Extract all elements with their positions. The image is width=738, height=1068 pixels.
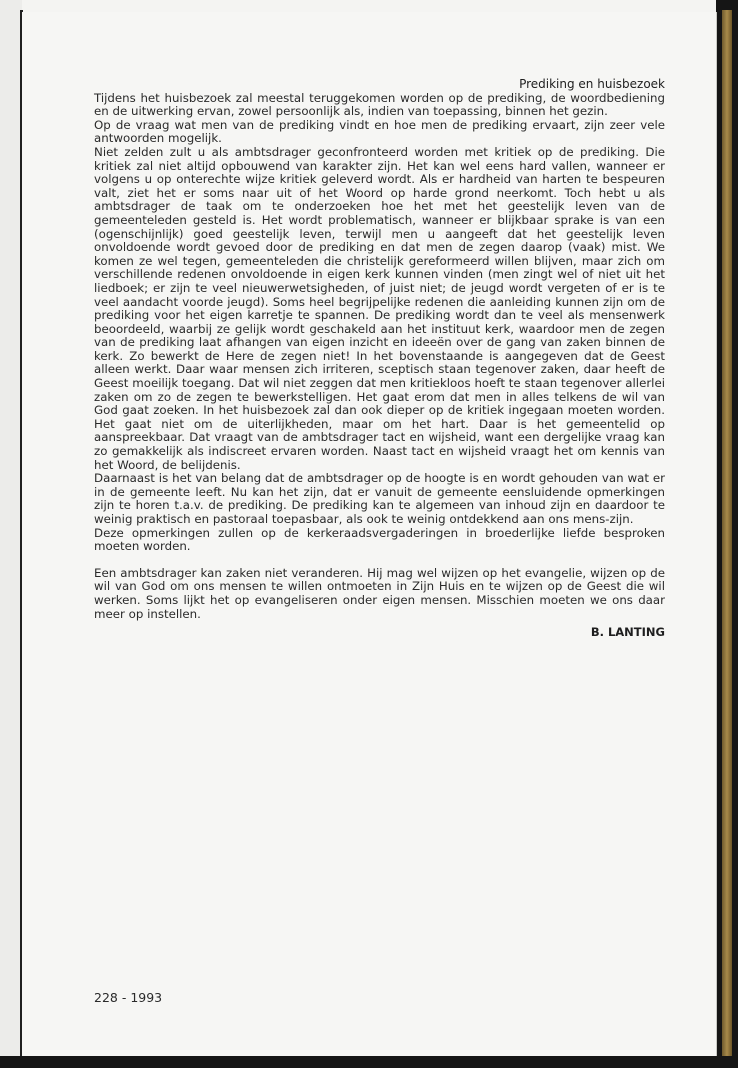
paragraph-awareness: Daarnaast is het van belang dat de ambtsdrager op de hoogte is en wordt gehouden van wat er in de gemeente leeft. Nu kan het zijn, dat er vanuit de gemeente eensluidende opmerkingen zijn te horen t.a.v. de prediking. De prediking kan te algemeen van inhoud zijn en daardoor te weinig praktisch en pastoraal toepasbaar, als ook te weinig ontdekkend aan ons mens-zijn. xyxy=(94,471,665,526)
article-body xyxy=(94,78,665,640)
paragraph-spacer xyxy=(94,554,665,567)
paragraph-question: Op de vraag wat men van de prediking vindt en hoe men de prediking ervaart, zijn zeer vele antwoorden mogelijk. xyxy=(94,117,665,146)
author-signature: B. LANTING xyxy=(590,625,665,640)
scan-bottom-edge xyxy=(0,1056,738,1068)
paragraph-conclusion: Een ambtsdrager kan zaken niet veranderen. Hij mag wel wijzen op het evangelie, wijzen op de wil van God om ons mensen te willen ontmoeten in Zijn Huis en te wijzen op de Geest die wil werken. Soms lijkt het op evangeliseren onder eigen mensen. Misschien moeten we ons daar meer op instellen. xyxy=(94,565,665,621)
article-heading: Prediking en huisbezoek xyxy=(519,77,665,91)
paragraph-council: Deze opmerkingen zullen op de kerkeraadsvergaderingen in broederlijke liefde besproken moeten worden. xyxy=(94,525,665,554)
scan-left-edge xyxy=(0,0,22,1068)
scan-top-edge xyxy=(0,0,738,12)
page-number: 228 - 1993 xyxy=(94,990,163,1005)
paragraph-criticism: Niet zelden zult u als ambtsdrager geconfronteerd worden met kritiek op de prediking. Die kritiek zal niet altijd opbouwend van karakter zijn. Het kan wel eens hard vallen, wanneer er volgens u op onterechte wijze kritiek geleverd wordt. Als er hardheid van harten te bespeuren valt, ziet het er soms naar uit of het Woord op harde grond neerkomt. Toch hebt u als ambtsdrager de taak om te onderzoeken hoe het met het geestelijk leven van de gemeenteleden gesteld is. Het wordt problematisch, wanneer er blijkbaar sprake is van een (ogenschijnlijk) goed geestelijk leven, terwijl men u aangeeft dat het geestelijk leven onvoldoende wordt gevoed door de prediking en dat men de zegen daarop (vaak) mist. We komen ze wel tegen, gemeenteleden die christelijk gereformeerd willen blijven, maar zich om verschillende redenen onvoldoende in eigen kerk kunnen vinden (men zingt wel of niet uit het liedboek; er zijn te veel nieuwerwetsigheden, of juist niet; de jeugd wordt vergeten of er is te veel aandacht voorde jeugd). Soms heel begrijpelijke redenen die aanleiding kunnen zijn om de prediking voor het eigen karretje te spannen. De prediking wordt dan te veel als mensenwerk beoordeeld, waarbij ze gelijk wordt geschakeld aan het instituut kerk, waardoor men de zegen van de prediking laat afhangen van eigen inzicht en ideeën over de gang van zaken binnen de kerk. Zo bewerkt de Here de zegen niet! In het bovenstaande is aangegeven dat de Geest alleen werkt. Daar waar mensen zich irriteren, sceptisch staan tegenover zaken, daar heeft de Geest moeilijk toegang. Dat wil niet zeggen dat men kritiekloos hoeft te staan tegenover allerlei zaken om zo de zegen te bewerkstelligen. Het gaat erom dat men in alles telkens de wil van God gaat zoeken. In het huisbezoek zal dan ook dieper op de kritiek ingegaan moeten worden. Het gaat niet om de uiterlijkheden, maar om het hart. Daar is het gemeentelid op aanspreekbaar. Dat vraagt van de ambtsdrager tact en wijsheid, want een dergelijke vraag kan zo gemakkelijk als indiscreet ervaren worden. Naast tact en wijsheid vraagt het om kennis van het Woord, de belijdenis. xyxy=(94,144,665,472)
paper-page xyxy=(22,12,717,1056)
paragraph-intro: Tijdens het huisbezoek zal meestal teruggekomen worden op de prediking, de woordbediening en de uitwerking ervan, zowel persoonlijk als, indien van toepassing, binnen het gezin. xyxy=(94,90,665,119)
book-spine-edge xyxy=(722,10,732,1060)
